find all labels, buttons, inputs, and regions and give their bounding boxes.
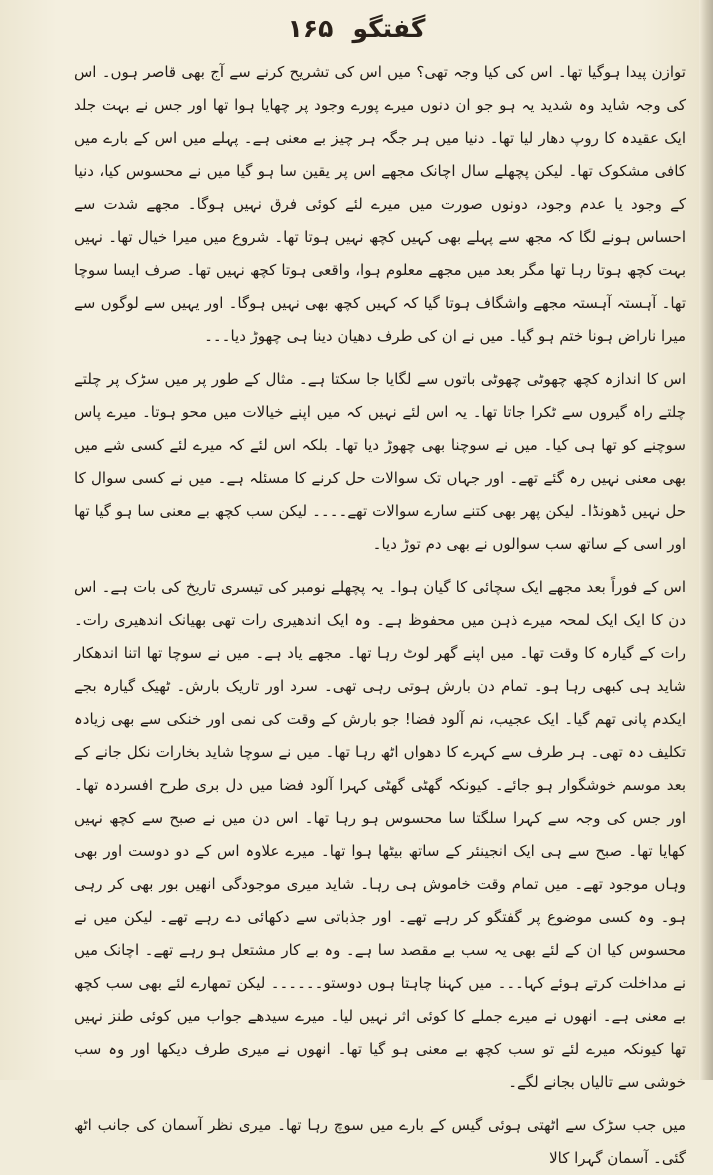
page-edge-shadow — [699, 0, 713, 1080]
paragraph: اس کے فوراً بعد مجھے ایک سچائی کا گیان ہوا۔ یہ پچھلے نومبر کی تیسری تاریخ کی بات ہے۔ اس دن کا ایک ایک لمحہ میرے ذہن میں محفوظ ہے۔ وہ ایک اندھیری رات تھی بھیانک اندھیری رات۔ رات کے گیارہ کا وقت تھا۔ میں اپنے گھر لوٹ رہا تھا۔ مجھے یاد ہے۔ میں نے سوچا تھا اتنا اندھکار شاید ہی کبھی رہا ہو۔ تمام دن بارش ہوتی رہی تھی۔ سرد اور تاریک بارش۔ ٹھیک گیارہ بجے ایکدم پانی تھم گیا۔ ایک عجیب، نم آلود فضا! جو بارش کے وقت کی نمی اور خنکی سے بھی زیادہ تکلیف دہ تھی۔ ہر طرف سے کہرے کا دھواں اٹھ رہا تھا۔ میں نے سوچا شاید بخارات نکل جانے کے بعد موسم خوشگوار ہو جائے۔ کیونکہ گھٹی گھٹی کہرا آلود فضا میں دل بری طرح افسردہ تھا۔ اور جس کی وجہ سے کہرا سلگتا سا محسوس ہو رہا تھا۔ اس دن میں نے صبح سے کچھ نہیں کھایا تھا۔ صبح سے ہی ایک انجینئر کے ساتھ بیٹھا ہوا تھا۔ میرے علاوہ اس کے دو دوست اور بھی وہاں موجود تھے۔ میں تمام وقت خاموش ہی رہا۔ شاید میری موجودگی انھیں بور بھی کر رہی ہو۔ وہ کسی موضوع پر گفتگو کر رہے تھے۔ اور جذباتی سے دکھائی دے رہے تھے۔ لیکن میں نے محسوس کیا ان کے لئے بھی یہ سب بے مقصد سا ہے۔ وہ بے کار مشتعل ہو رہے تھے۔ اچانک میں نے مداخلت کرتے ہوئے کہا۔۔۔ میں کہنا چاہتا ہوں دوستو۔۔۔۔۔۔ لیکن تمھارے لئے بھی سب کچھ بے معنی ہے۔ انھوں نے میرے جملے کا کوئی اثر نہیں لیا۔ میرے سیدھے جواب میں کوئی طنز نہیں تھا کیونکہ میرے لئے تو سب کچھ بے معنی ہو گیا تھا۔ انھوں نے میری طرف دیکھا اور وہ سب خوشی سے تالیاں بجانے لگے۔ — [74, 578, 686, 1091]
body-text — [74, 56, 686, 1175]
paragraph: توازن پیدا ہوگیا تھا۔ اس کی کیا وجہ تھی؟ میں اس کی تشریح کرنے سے آج بھی قاصر ہوں۔ اس کی وجہ شاید وہ شدید یہ ہو جو ان دنوں میرے پورے وجود پر چھایا ہوا تھا اور جس نے بہت جلد ایک عقیدہ کا روپ دھار لیا تھا۔ دنیا میں ہر جگہ ہر چیز بے معنی ہے۔ پہلے میں اس کے بارے میں کافی مشکوک تھا۔ لیکن پچھلے سال اچانک مجھے اس پر یقین سا ہو گیا میں نے محسوس کیا، دنیا کے وجود یا عدم وجود، دونوں صورت میں میرے لئے کوئی فرق نہیں ہوگا۔ مجھے شدت سے احساس ہونے لگا کہ مجھ سے پہلے بھی کہیں کچھ نہیں ہوتا تھا۔ شروع میں میرا خیال تھا۔ نہیں بہت کچھ ہوتا رہا تھا مگر بعد میں مجھے معلوم ہوا، واقعی ہوتا کچھ نہیں تھا۔ صرف ایسا سوچا تھا۔ آہستہ آہستہ مجھے واشگاف ہوتا گیا کہ کہیں کچھ بھی نہیں ہوگا۔ اور یہیں سے لوگوں سے میرا ناراض ہونا ختم ہو گیا۔ میں نے ان کی طرف دھیان دینا ہی چھوڑ دیا۔۔۔ — [74, 63, 686, 345]
page-number: ۱۶۵ — [287, 14, 334, 43]
paragraph: اس کا اندازہ کچھ چھوٹی چھوٹی باتوں سے لگایا جا سکتا ہے۔ مثال کے طور پر میں سڑک پر چلتے چلتے راہ گیروں سے ٹکرا جاتا تھا۔ یہ اس لئے نہیں کہ میں اپنے خیالات میں محو ہوتا۔ میرے پاس سوچنے کو تھا ہی کیا۔ میں نے سوچنا بھی چھوڑ دیا تھا۔ بلکہ اس لئے کہ میرے لئے کسی شے میں بھی معنی نہیں رہ گئے تھے۔ اور جہاں تک سوالات حل کرنے کا مسئلہ ہے۔ میں نے کسی سوال کا حل نہیں ڈھونڈا۔ لیکن پھر بھی کتنے سارے سوالات تھے۔۔۔۔ لیکن سب کچھ بے معنی سا ہو گیا تھا اور اسی کے ساتھ سب سوالوں نے بھی دم توڑ دیا۔ — [74, 370, 686, 553]
paragraph: میں جب سڑک سے اٹھتی ہوئی گیس کے بارے میں سوچ رہا تھا۔ میری نظر آسمان کی جانب اٹھ گئی۔ آسمان گہرا کالا — [74, 1116, 686, 1167]
running-title: گفتگو — [352, 14, 426, 43]
page-header — [0, 14, 713, 54]
